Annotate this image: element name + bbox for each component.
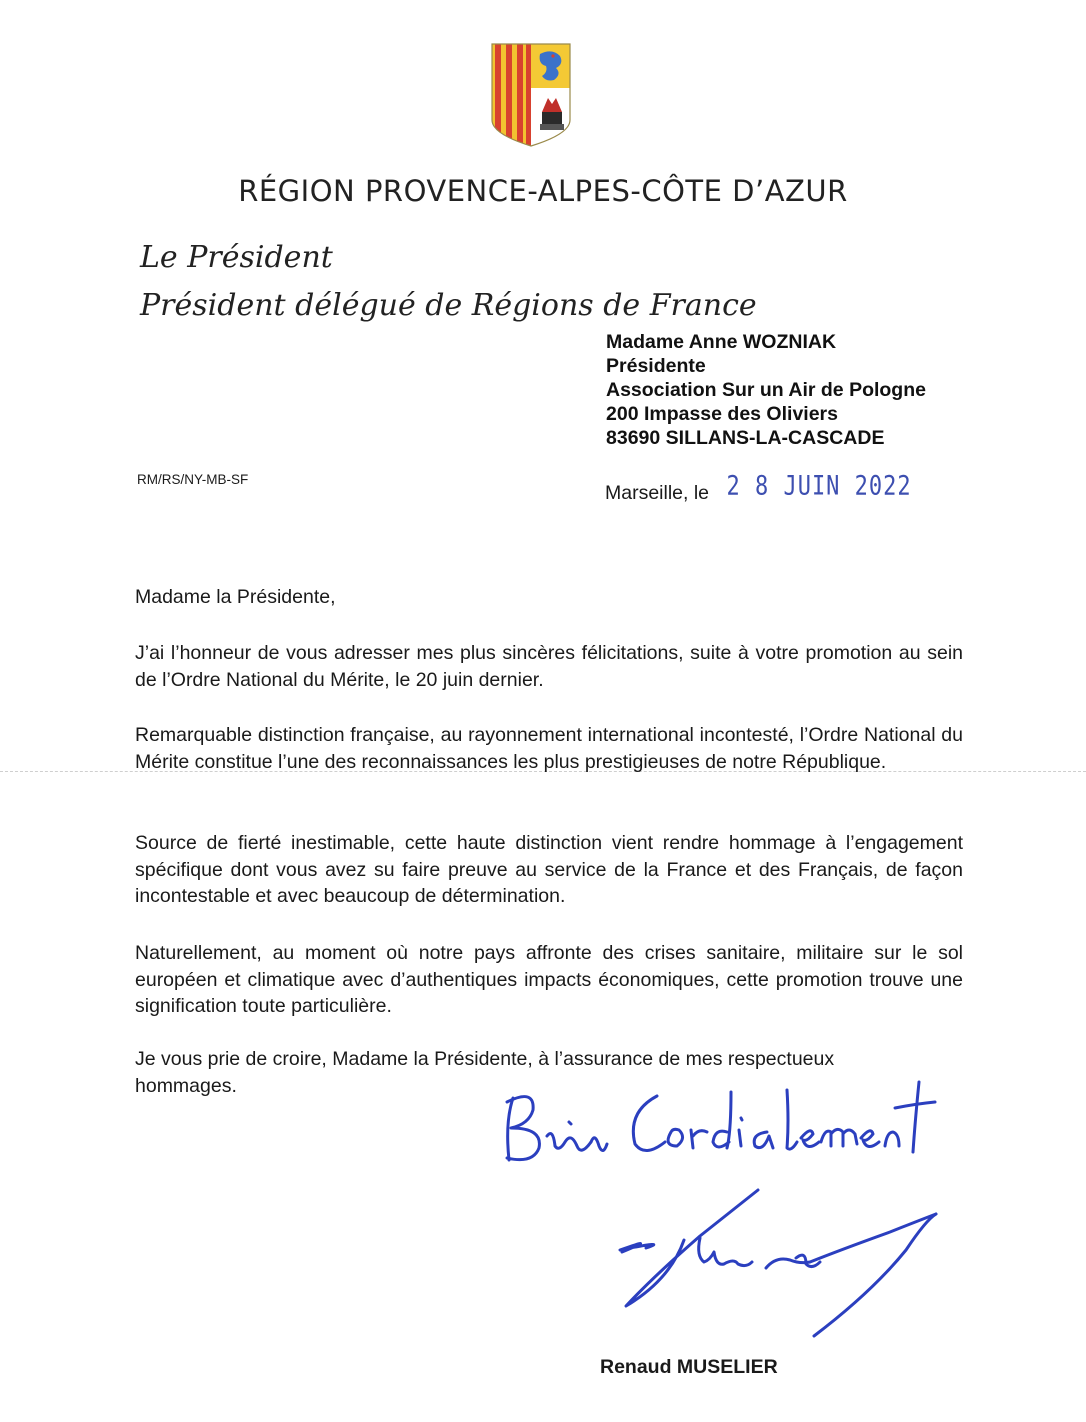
dateline [605,471,912,505]
region-title: RÉGION PROVENCE-ALPES-CÔTE D’AZUR [238,174,848,208]
recipient-address [606,330,926,450]
recipient-street: 200 Impasse des Oliviers [606,403,838,425]
sender-subtitle: Président délégué de Régions de France [140,288,757,323]
body-paragraph: J’ai l’honneur de vous adresser mes plus sincères félicitations, suite à votre promotion au sein de l’Ordre National du Mérite, le 20 juin dernier. [135,642,963,691]
recipient-name: Madame Anne WOZNIAK [606,331,837,353]
recipient-role: Présidente [606,355,706,377]
body-paragraph: Source de fierté inestimable, cette haute distinction vient rendre hommage à l’engagement spécifique dont vous avez su faire preuve au service de la France et des Français, de façon incontestable et avec beaucoup de détermination. [135,832,963,907]
closing-paragraph: Je vous prie de croire, Madame la Présidente, à l’assurance de mes respectueux hommages. [135,1048,835,1097]
date-stamp: 2 8 JUIN 2022 [726,471,912,502]
body-paragraph: Naturellement, au moment où notre pays affronte des crises sanitaire, militaire sur le sol européen et climatique avec d’authentiques impacts économiques, cette promotion trouve une signification toute particulière. [135,942,963,1017]
date-place: Marseille, le [605,482,710,504]
sender-title: Le Président [140,240,333,275]
signer-name: Renaud MUSELIER [600,1356,778,1378]
greeting: Madame la Présidente, [135,586,336,608]
recipient-city: 83690 SILLANS-LA-CASCADE [606,427,885,449]
body-paragraph: Remarquable distinction française, au rayonnement international incontesté, l’Ordre National du Mérite constitue l’une des reconnaissances les plus prestigieuses de notre République. [135,724,963,773]
reference-code: RM/RS/NY-MB-SF [137,472,249,487]
recipient-organization: Association Sur un Air de Pologne [606,379,926,401]
coat-of-arms-icon [490,42,572,148]
handwritten-note [495,1072,945,1168]
signature [600,1180,960,1340]
